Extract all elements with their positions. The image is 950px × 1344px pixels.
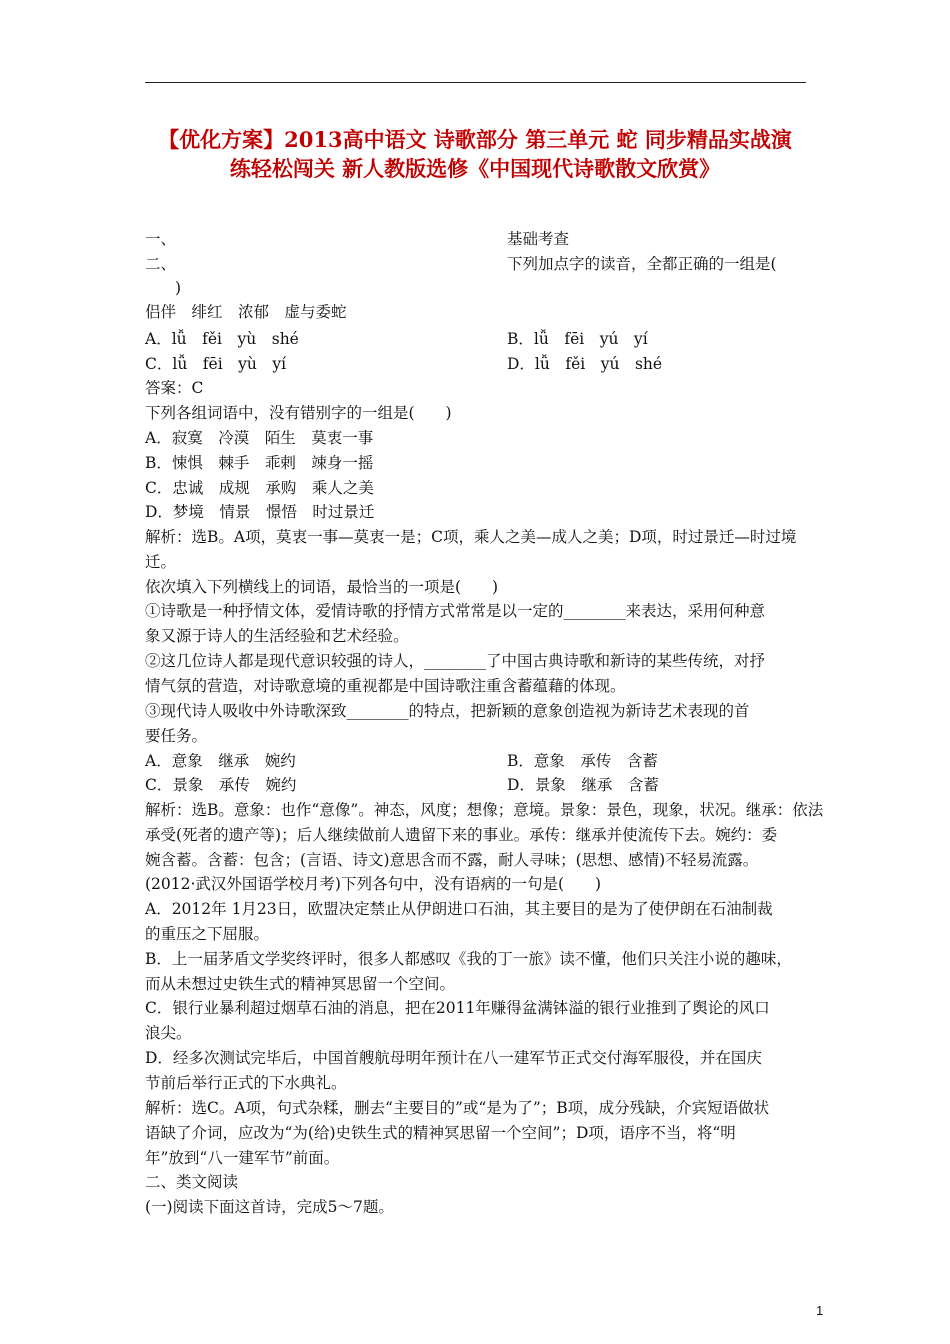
header-rule <box>145 82 806 83</box>
question-3-sentence-1-cont: 象又源于诗人的生活经验和艺术经验。 <box>145 627 409 645</box>
question-4-analysis-cont-1: 语缺了介词，应改为“为(给)史铁生式的精神冥思留一个空间”；D项，语序不当，将“明 <box>145 1124 736 1142</box>
document-title-line-1: 【优化方案】2013高中语文 诗歌部分 第三单元 蛇 同步精品实战演 <box>158 127 792 152</box>
question-2-option-d: D．梦境 情景 憬悟 时过景迁 <box>145 503 375 521</box>
question-3-option-a: A．意象 继承 婉约 <box>145 752 296 770</box>
question-4-option-d-cont: 节前后举行正式的下水典礼。 <box>145 1074 347 1092</box>
question-3-option-d: D．景象 继承 含蓄 <box>507 776 659 794</box>
question-1-answer: 答案：C <box>145 379 204 397</box>
question-4-stem: (2012·武汉外国语学校月考)下列各句中，没有语病的一句是( ) <box>145 875 602 893</box>
question-3-analysis: 解析：选B。意象：也作“意像”。神态，风度；想像；意境。景象：景色，现象，状况。继承：依法 <box>145 801 824 819</box>
question-3-option-c: C．景象 承传 婉约 <box>145 776 297 794</box>
question-1-option-d: D．lǚ fěi yú shé <box>507 355 663 373</box>
question-2-option-c: C．忠诚 成规 承购 乘人之美 <box>145 479 374 497</box>
question-4-option-d: D．经多次测试完毕后，中国首艘航母明年预计在八一建军节正式交付海军服役，并在国庆 <box>145 1049 762 1067</box>
question-4-option-c-cont: 浪尖。 <box>145 1024 192 1042</box>
question-1-words: 侣伴 绯红 浓郁 虚与委蛇 <box>145 303 347 321</box>
section-heading-basic: 基础考查 <box>507 230 570 248</box>
question-1-option-c: C．lǚ fēi yù yí <box>145 355 287 373</box>
question-4-option-a-cont: 的重压之下屈服。 <box>145 925 270 943</box>
question-3-analysis-cont-1: 承受(死者的遗产等)；后人继续做前人遗留下来的事业。承传：继承并使流传下去。婉约：委 <box>145 826 778 844</box>
question-4-analysis-cont-2: 年”放到“八一建军节”前面。 <box>145 1149 340 1167</box>
question-2-analysis-cont: 迁。 <box>145 553 177 571</box>
question-4-analysis: 解析：选C。A项，句式杂糅，删去“主要目的”或“是为了”；B项，成分残缺，介宾短语做状 <box>145 1099 770 1117</box>
question-2-stem: 下列各组词语中，没有错别字的一组是( ) <box>145 404 452 422</box>
section-heading-reading: 二、类文阅读 <box>145 1173 239 1191</box>
question-4-option-b: B．上一届茅盾文学奖终评时，很多人都感叹《我的丁一旅》读不懂，他们只关注小说的趣味， <box>145 950 792 968</box>
question-2-analysis: 解析：选B。A项，莫衷一事—莫衷一是；C项，乘人之美—成人之美；D项，时过景迁—时过境 <box>145 528 797 546</box>
question-3-sentence-3: ③现代诗人吸收中外诗歌深致________的特点，把新颖的意象创造视为新诗艺术表现的首 <box>145 702 750 720</box>
question-3-sentence-2-cont: 情气氛的营造，对诗歌意境的重视都是中国诗歌注重含蓄蕴藉的体现。 <box>145 677 626 695</box>
section-number-1: 一、 <box>145 230 177 248</box>
document-title-line-2: 练轻松闯关 新人教版选修《中国现代诗歌散文欣赏》 <box>229 156 721 181</box>
section-number-2: 二、 <box>145 255 177 273</box>
question-3-option-b: B．意象 承传 含蓄 <box>507 752 658 770</box>
question-3-analysis-cont-2: 婉含蓄。含蓄：包含；(言语、诗文)意思含而不露，耐人寻味；(思想、感情)不轻易流露。 <box>145 851 759 869</box>
page-number: 1 <box>816 1303 824 1318</box>
question-4-option-c: C．银行业暴利超过烟草石油的消息，把在2011年赚得盆满钵溢的银行业推到了舆论的风口 <box>145 999 770 1017</box>
question-1-option-b: B．lǚ fēi yú yí <box>507 330 648 348</box>
question-1-option-a: A．lǚ fěi yù shé <box>145 330 299 348</box>
question-3-stem: 依次填入下列横线上的词语，最恰当的一项是( ) <box>145 578 499 596</box>
question-2-option-b: B．悚惧 棘手 乖剌 竦身一摇 <box>145 454 374 472</box>
question-1-stem: 下列加点字的读音，全都正确的一组是( <box>507 255 777 273</box>
question-3-sentence-1: ①诗歌是一种抒情文体，爱情诗歌的抒情方式常常是以一定的________来表达，采用何种意 <box>145 602 766 620</box>
question-4-option-a: A．2012年 1月23日，欧盟决定禁止从伊朗进口石油，其主要目的是为了使伊朗在石油制裁 <box>145 900 773 918</box>
question-3-sentence-2: ②这几位诗人都是现代意识较强的诗人，________了中国古典诗歌和新诗的某些传统，对抒 <box>145 652 766 670</box>
question-2-option-a: A．寂寞 冷漠 陌生 莫衷一事 <box>145 429 374 447</box>
reading-intro: (一)阅读下面这首诗，完成5～7题。 <box>145 1198 394 1216</box>
question-1-paren: ) <box>175 279 182 297</box>
question-4-option-b-cont: 而从未想过史铁生式的精神冥思留一个空间。 <box>145 975 456 993</box>
question-3-sentence-3-cont: 要任务。 <box>145 727 208 745</box>
